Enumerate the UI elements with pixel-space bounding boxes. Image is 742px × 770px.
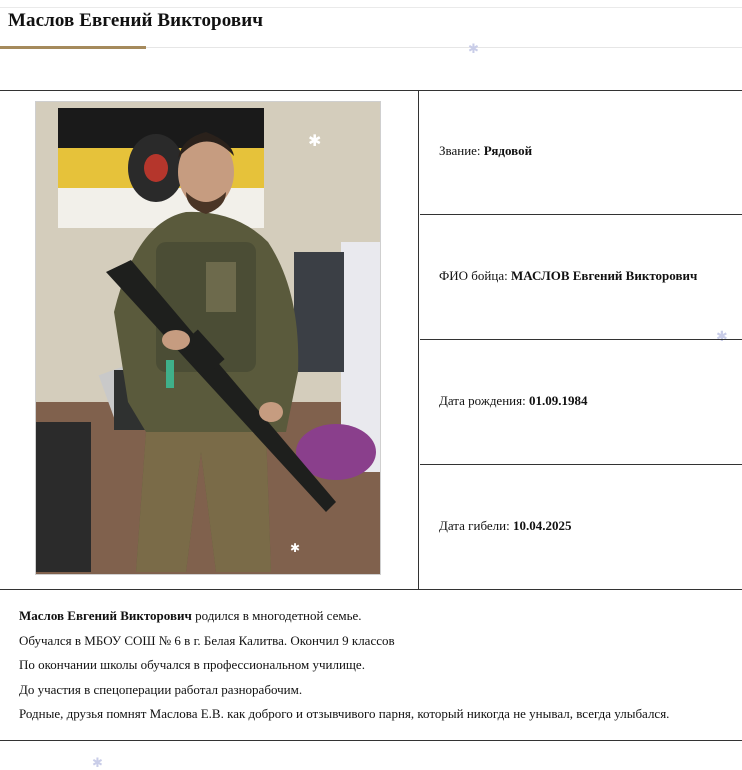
death-value: 10.04.2025 <box>512 518 572 533</box>
name-row <box>439 268 697 284</box>
birth-label: Дата рождения: <box>439 393 526 408</box>
bio-text: родился в многодетной семье. <box>191 608 362 623</box>
bio-line: До участия в спецоперации работал разнорабочим. <box>19 681 303 697</box>
snowflake-decoration-icon: ✱ <box>468 41 479 56</box>
rank-label: Звание: <box>439 143 481 158</box>
snowflake-decoration-icon: ✱ <box>92 755 103 770</box>
bio-line <box>19 608 741 633</box>
info-table <box>0 90 742 590</box>
death-cell <box>420 466 742 590</box>
bottom-divider <box>0 740 742 741</box>
birth-row <box>439 393 587 409</box>
biography <box>19 608 741 731</box>
title-underline <box>146 47 742 48</box>
title-accent-underline <box>0 46 146 49</box>
rank-row <box>439 143 532 159</box>
bio-name: Маслов Евгений Викторович <box>19 608 192 623</box>
photo-illustration <box>36 102 380 574</box>
bio-line: По окончании школы обучался в профессиональном училище. <box>19 657 365 672</box>
svg-text:✱: ✱ <box>308 131 322 150</box>
name-value: МАСЛОВ Евгений Викторович <box>510 268 698 283</box>
name-cell <box>420 216 742 340</box>
top-divider <box>0 7 742 8</box>
svg-text:✱: ✱ <box>290 541 301 555</box>
bio-line: Обучался в МБОУ СОШ № 6 в г. Белая Калитва. Окончил 9 классов <box>19 632 395 648</box>
bio-line: Родные, друзья помнят Маслова Е.В. как доброго и отзывчивого парня, который никогда не унывал, всегда улыбался. <box>19 706 670 721</box>
rank-value: Рядовой <box>483 143 533 158</box>
name-label: ФИО бойца: <box>439 268 508 283</box>
death-label: Дата гибели: <box>439 518 510 533</box>
page-title: Маслов Евгений Викторович <box>8 10 264 31</box>
birth-cell <box>420 341 742 465</box>
birth-value: 01.09.1984 <box>528 393 588 408</box>
photo-cell <box>0 91 419 589</box>
death-row <box>439 518 571 534</box>
soldier-photo <box>35 101 381 575</box>
snowflake-decoration-icon: ✱ <box>716 330 728 345</box>
rank-cell <box>420 91 742 215</box>
